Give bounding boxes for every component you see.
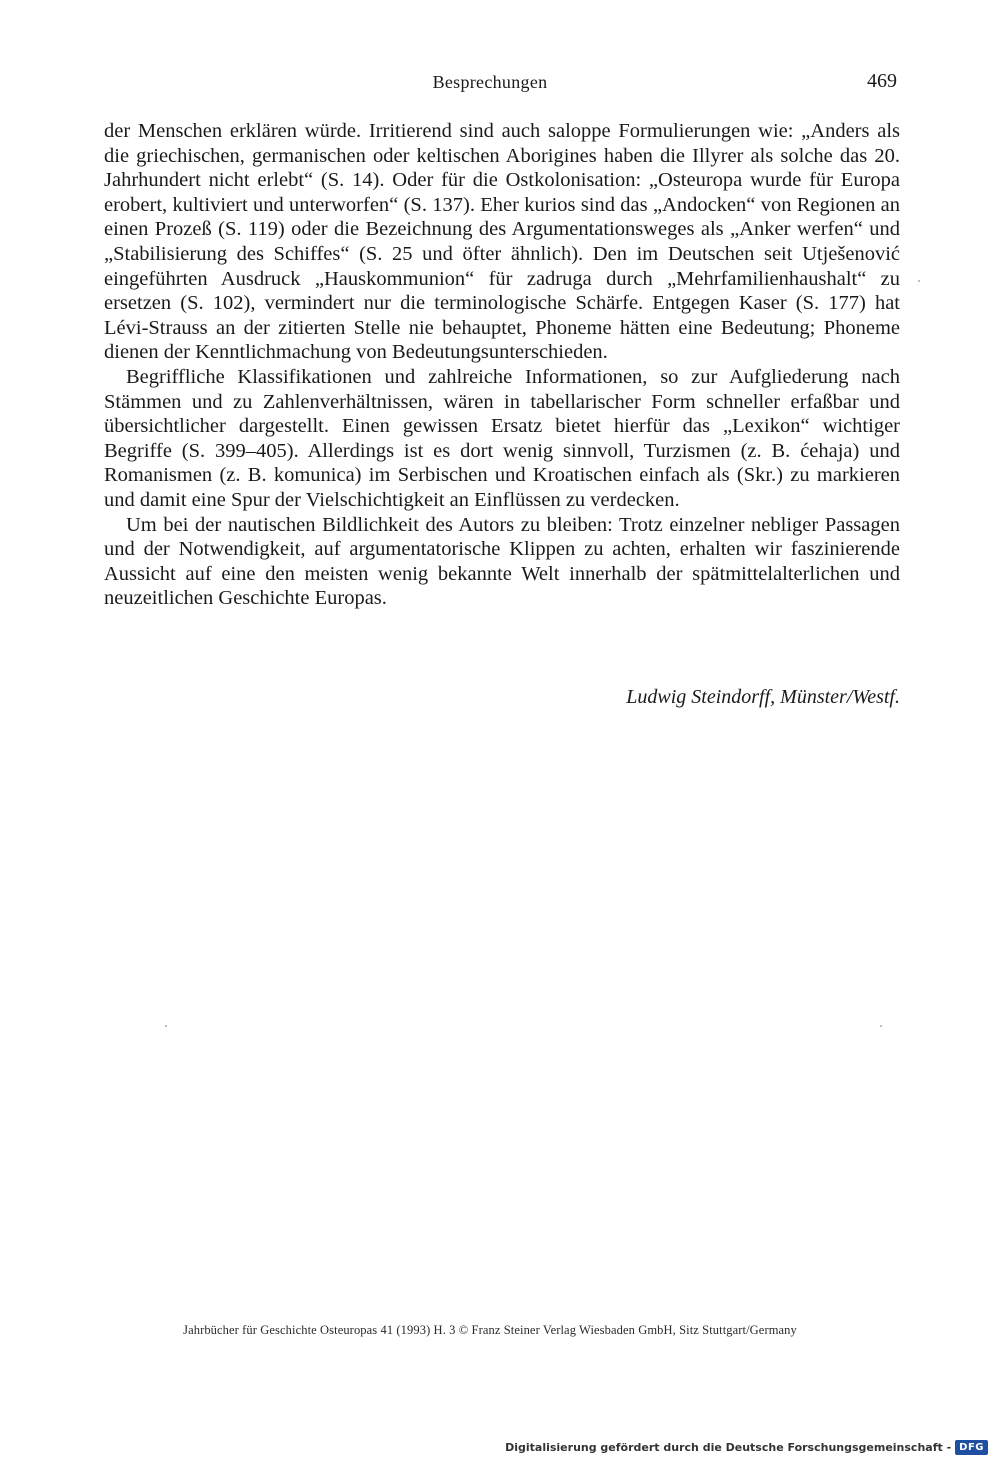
scan-speck [918,280,920,282]
paragraph-2: Begriffliche Klassifikationen und zahlreiche Informationen, so zur Aufgliederung nach Stämmen und zu Zahlenverhältnissen, wären in tabellarischer Form schneller erfaßbar und übersichtlicher dargestellt. Einen gewissen Ersatz bietet hierfür das „Lexikon“ wichtiger Begriffe (S. 399–405). Allerdings ist es dort wenig sinnvoll, Turzismen (z. B. ćehaja) und Romanismen (z. B. komunica) im Serbischen und Kroatischen einfach als (Skr.) zu markieren und damit eine Spur der Vielschichtigkeit an Einflüssen zu verdecken. [104,365,900,511]
digitization-notice [505,1440,988,1455]
journal-citation: Jahrbücher für Geschichte Osteuropas 41 (1993) H. 3 © Franz Steiner Verlag Wiesbaden GmbH, Sitz Stuttgart/Germany [183,1323,797,1337]
digitization-notice-text: Digitalisierung gefördert durch die Deutsche Forschungsgemeinschaft - [505,1441,952,1454]
page-number: 469 [867,70,897,92]
review-body [104,119,900,611]
scan-speck [165,1025,167,1027]
reviewer-signature: Ludwig Steindorff, Münster/Westf. [626,686,900,708]
dfg-logo: DFG [955,1440,988,1455]
running-title: Besprechungen [432,72,548,92]
scan-speck [880,1025,882,1027]
running-head [0,72,1000,100]
paragraph-1: der Menschen erklären würde. Irritierend sind auch saloppe Formulierungen wie: „Anders als die griechischen, germanischen oder keltischen Aborigines haben die Illyrer als solche das 20. Jahrhundert nicht erlebt“ (S. 14). Oder für die Ostkolonisation: „Osteuropa wurde für Europa erobert, kultiviert und unterworfen“ (S. 137). Eher kurios sind das „Andocken“ von Regionen an einen Prozeß (S. 119) oder die Bezeichnung des Argumentationsweges als „Anker werfen“ und „Stabilisierung des Schiffes“ (S. 25 und öfter ähnlich). Den im Deutschen seit Utješenović eingeführten Ausdruck „Hauskommunion“ für zadruga durch „Mehrfamilienhaushalt“ zu ersetzen (S. 102), vermindert nur die terminologische Schärfe. Entgegen Kaser (S. 177) hat Lévi-Strauss an der zitierten Stelle nie behauptet, Phoneme hätten eine Bedeutung; Phoneme dienen der Kenntlichmachung von Bedeutungsunterschieden. [104,120,900,364]
paragraph-3: Um bei der nautischen Bildlichkeit des Autors zu bleiben: Trotz einzelner nebliger Passagen und der Notwendigkeit, auf argumentatorische Klippen zu achten, erhalten wir faszinierende Aussicht auf eine den meisten wenig bekannte Welt innerhalb der spätmittelalterlichen und neuzeitlichen Geschichte Europas. [104,513,900,610]
